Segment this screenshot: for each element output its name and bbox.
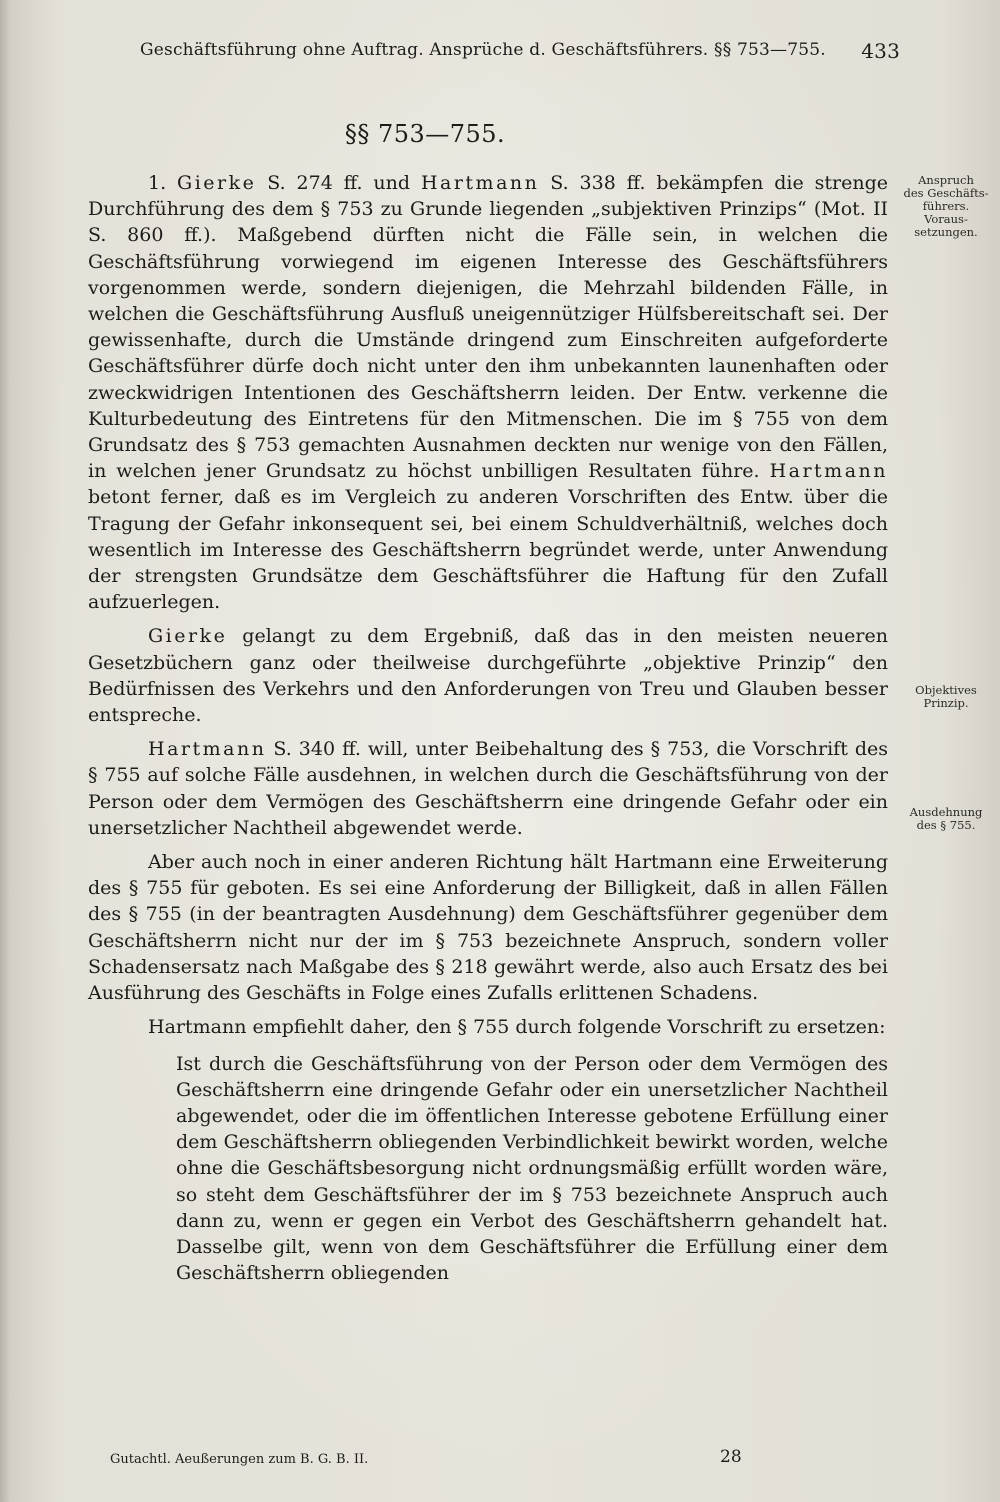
paragraph-number: 1. xyxy=(148,172,178,194)
paragraph-text: gelangt zu dem Ergebniß, daß das in den meisten neueren Gesetzbüchern ganz oder theilweise durchgeführte „objektive Prinzip“ den Bedürfnissen des Verkehrs und den Anforderungen von Treu und Glauben besser entspreche. xyxy=(88,625,888,727)
running-title: Geschäftsführung ohne Auftrag. Ansprüche d. Geschäftsführers. §§ 753—755. xyxy=(140,40,826,60)
paragraph-5: Hartmann empfiehlt daher, den § 755 durch folgende Vorschrift zu ersetzen: xyxy=(148,1016,886,1039)
author-name: Gierke xyxy=(148,625,228,648)
paragraph-text: betont ferner, daß es im Vergleich zu anderen Vorschriften des Entw. über die Tragung der Gefahr inkonsequent sei, bei einem Schuldverhältniß, welches doch wesentlich im Interesse des Geschäftsherrn begründet werde, unter Anwendung der strengsten Grundsätze dem Geschäftsführer die Haftung für den Zufall aufzuerlegen. xyxy=(88,486,888,614)
margin-note-line: Anspruch xyxy=(918,173,974,187)
signature-mark: 28 xyxy=(720,1447,742,1467)
paragraph-2 xyxy=(88,623,888,728)
paragraph-text: S. 340 ff. will, unter Beibehaltung des § 753, die Vorschrift des § 755 auf solche Fälle ausdehnen, in welchen durch die Geschäftsführung von der Person oder dem Vermögen des Geschäftsherrn eine dringende Gefahr oder ein unersetzlicher Nachtheil abgewendet werde. xyxy=(88,738,888,839)
margin-note-line: Prinzip. xyxy=(923,696,969,710)
margin-note-ausdehnung xyxy=(900,806,992,832)
margin-note-line: führers. xyxy=(922,199,970,213)
author-name: Hartmann xyxy=(148,738,267,761)
margin-note-objektives-prinzip xyxy=(900,684,992,710)
margin-note-line: des Geschäfts- xyxy=(903,186,989,200)
margin-note-line: Objektives xyxy=(915,683,977,697)
author-name: Gierke xyxy=(177,172,257,194)
scan-edge-shadow xyxy=(0,0,10,1502)
margin-note-line: Ausdehnung xyxy=(909,805,983,819)
page-footer xyxy=(110,1447,910,1467)
author-name: Hartmann xyxy=(420,172,540,194)
paragraph-text: S. 338 ff. bekämpfen die strenge Durchführung des dem § 753 zu Grunde liegenden „subjektiven Prinzips“ (Mot. II S. 860 ff.). Maßgebend dürften nicht die Fälle sein, in welchen die Geschäftsführung vorwiegend im eigenen Interesse des Geschäftsführers vorgenommen werde, sondern diejenigen, die Mehrzahl bildenden Fälle, in welchen die Geschäftsführung Ausfluß uneigennütziger Hülfsbereitschaft sei. Der gewissenhafte, durch die Umstände dringend zum Einschreiten aufgeforderte Geschäftsführer dürfe doch nicht unter den ihm unbekannten launenhaften oder zweckwidrigen Intentionen des Geschäftsherrn leiden. Der Entw. verkenne die Kulturbedeutung des Eintretens für den Mitmenschen. Die im § 755 von dem Grundsatz des § 753 gemachten Ausnahmen deckten nur wenige von den Fällen, in welchen jener Grundsatz zu höchst unbilligen Resultaten führe. xyxy=(88,172,888,483)
author-name: Hartmann xyxy=(769,460,888,483)
page-number: 433 xyxy=(861,39,900,63)
margin-note-line: Voraus- xyxy=(924,212,968,226)
paragraph-text: S. 274 ff. und xyxy=(256,172,421,194)
running-head xyxy=(140,39,900,63)
footer-source: Gutachtl. Aeußerungen zum B. G. B. II. xyxy=(110,1452,369,1467)
paragraph-1 xyxy=(88,170,888,615)
paragraph-3 xyxy=(88,736,888,841)
margin-note-anspruch xyxy=(900,174,992,239)
margin-note-line: des § 755. xyxy=(916,818,976,832)
body-text xyxy=(88,170,888,1294)
quoted-provision: Ist durch die Geschäftsführung von der Person oder dem Vermögen des Geschäftsherrn eine dringende Gefahr oder ein unersetzlicher Nachtheil abgewendet, oder die im öffentlichen Interesse gebotene Erfüllung einer dem Geschäftsherrn obliegenden Verbindlichkeit bewirkt worden, welche ohne die Geschäftsbesorgung nicht ordnungsmäßig erfüllt worden wäre, so steht dem Geschäftsführer der im § 753 bezeichnete Anspruch auch dann zu, wenn er gegen ein Verbot des Geschäftsherrn gehandelt hat. Dasselbe gilt, wenn von dem Geschäftsführer die Erfüllung einer dem Geschäftsherrn obliegenden xyxy=(176,1052,888,1285)
section-heading: §§ 753—755. xyxy=(344,120,506,148)
paragraph-4: Aber auch noch in einer anderen Richtung hält Hartmann eine Erweiterung des § 755 für geboten. Es sei eine Anforderung der Billigkeit, daß in allen Fällen des § 755 (in der beantragten Ausdehnung) dem Geschäftsführer gegenüber dem Geschäftsherrn nicht nur der im § 753 bezeichnete Anspruch, sondern voller Schadensersatz nach Maßgabe des § 218 gewährt werde, also auch Ersatz des bei Ausführung des Geschäfts in Folge eines Zufalls erlittenen Schadens. xyxy=(88,851,888,1005)
margin-note-line: setzungen. xyxy=(914,225,978,239)
